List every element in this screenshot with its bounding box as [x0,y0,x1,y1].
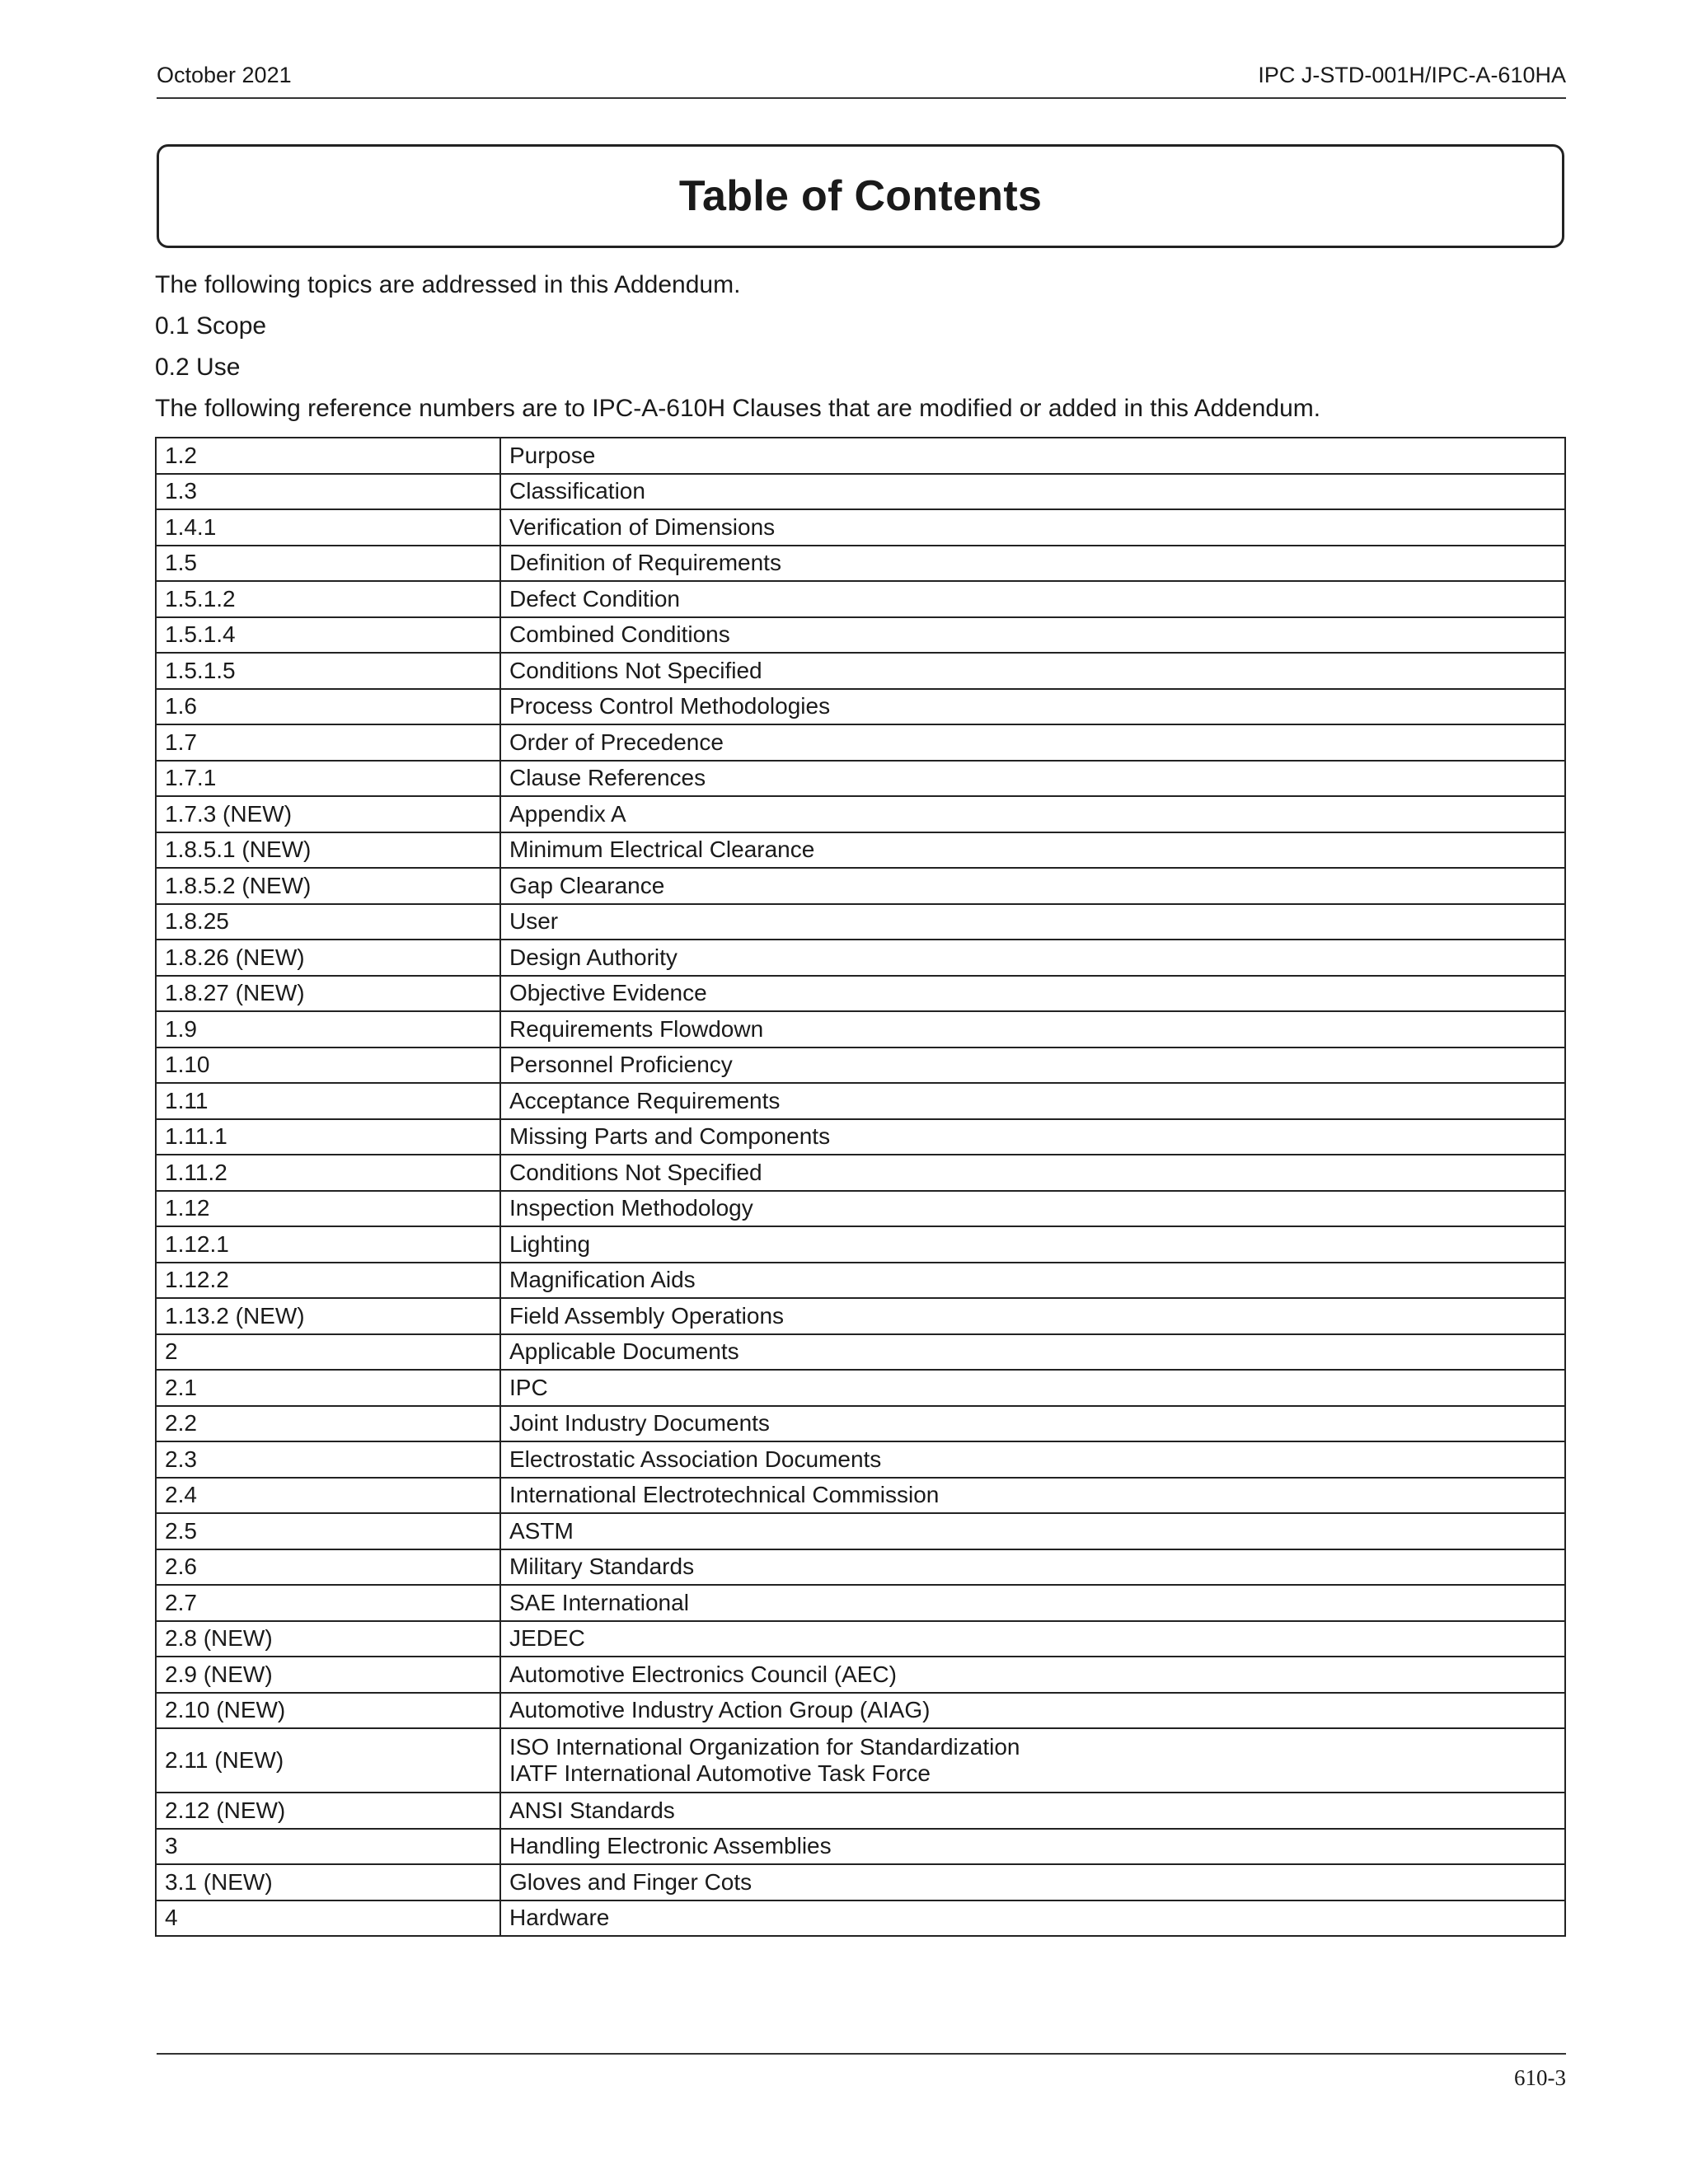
clause-topic-cell [500,1549,1565,1586]
clause-number-cell: 1.12.2 [156,1263,500,1299]
table-row [156,617,1565,654]
clause-topic-text: Magnification Aids [509,1267,696,1293]
clause-topic-cell [500,581,1565,617]
clause-topic-text: Applicable Documents [509,1338,739,1365]
clause-topic-text: Joint Industry Documents [509,1410,770,1436]
clause-topic-cell [500,1793,1565,1829]
table-row [156,1585,1565,1621]
clause-topic-text: ASTM [509,1517,574,1544]
clause-number-cell: 1.5.1.4 [156,617,500,654]
header-date: October 2021 [157,63,292,87]
table-row [156,1441,1565,1478]
clause-topic-text: JEDEC [509,1625,585,1652]
clause-topic-text: IPC [509,1374,548,1400]
clause-topic-cell [500,1155,1565,1191]
clause-topic-cell [500,1083,1565,1119]
clause-topic-cell [500,1478,1565,1514]
clause-topic-text: Acceptance Requirements [509,1087,781,1113]
clause-topic-text: Gloves and Finger Cots [509,1868,753,1895]
clause-number-cell: 1.5.1.2 [156,581,500,617]
clause-topic-text: Order of Precedence [509,729,724,755]
clause-topic-cell [500,474,1565,510]
clause-topic-cell [500,1829,1565,1865]
clause-topic-text: Design Authority [509,944,678,970]
title-box [157,144,1564,248]
table-row [156,1119,1565,1155]
page-number: 610-3 [1514,2065,1566,2090]
clause-topic-cell [500,617,1565,654]
table-row [156,474,1565,510]
clause-topic-text: Classification [509,478,645,504]
table-row [156,1549,1565,1586]
table-row [156,509,1565,546]
clause-number-cell: 1.7.3 (NEW) [156,796,500,832]
clause-number-cell: 1.3 [156,474,500,510]
table-row [156,761,1565,797]
table-row [156,1864,1565,1900]
clause-topic-cell [500,509,1565,546]
intro-topics-text: The following topics are addressed in this Addendum. [155,271,741,298]
table-row [156,1263,1565,1299]
clause-topic-cell [500,1226,1565,1263]
contents-table [155,437,1566,1937]
clause-topic-text: Clause References [509,765,706,791]
clause-topic-cell [500,1728,1565,1793]
clause-topic-text: Hardware [509,1905,610,1931]
clause-topic-cell [500,1621,1565,1657]
clause-number-cell: 2.11 (NEW) [156,1728,500,1793]
page-header [157,61,1566,99]
clause-number-cell: 1.5 [156,546,500,582]
clause-number-cell: 1.12 [156,1191,500,1227]
table-row [156,976,1565,1012]
table-row [156,1155,1565,1191]
clause-topic-cell [500,1864,1565,1900]
clause-topic-cell [500,1900,1565,1937]
clause-number-cell: 2.4 [156,1478,500,1514]
clause-topic-text: Process Control Methodologies [509,693,831,719]
clause-topic-text: ANSI Standards [509,1797,675,1823]
table-row [156,796,1565,832]
clause-topic-cell [500,976,1565,1012]
clause-topic-cell [500,1119,1565,1155]
clause-number-cell: 1.11 [156,1083,500,1119]
clause-number-cell: 2.7 [156,1585,500,1621]
clause-topic-text: Definition of Requirements [509,550,781,576]
clause-topic-cell [500,1011,1565,1047]
clause-topic-cell [500,653,1565,689]
clause-number-cell: 1.8.5.2 (NEW) [156,868,500,904]
table-row [156,438,1565,474]
clause-number-cell: 1.5.1.5 [156,653,500,689]
clause-number-cell: 2.8 (NEW) [156,1621,500,1657]
clause-topic-text: Electrostatic Association Documents [509,1446,882,1472]
clause-topic-text: Inspection Methodology [509,1195,753,1221]
clause-topic-text: Missing Parts and Components [509,1123,831,1150]
clause-topic-cell [500,689,1565,725]
table-row [156,1191,1565,1227]
clause-number-cell: 1.7 [156,724,500,761]
clause-topic-cell [500,1585,1565,1621]
clause-topic-cell [500,940,1565,976]
table-row [156,868,1565,904]
table-row [156,1513,1565,1549]
clause-number-cell: 3.1 (NEW) [156,1864,500,1900]
table-row [156,1829,1565,1865]
table-row [156,1657,1565,1693]
clause-number-cell: 1.8.5.1 (NEW) [156,832,500,869]
clause-number-cell: 1.10 [156,1047,500,1084]
clause-number-cell: 2.2 [156,1406,500,1442]
table-row [156,940,1565,976]
table-row [156,1793,1565,1829]
clause-number-cell: 1.9 [156,1011,500,1047]
footer-divider [157,2053,1566,2055]
clause-topic-text: Lighting [509,1230,591,1257]
page-title: Table of Contents [678,172,1043,220]
clause-number-cell: 2.3 [156,1441,500,1478]
table-row [156,1334,1565,1371]
clause-topic-text: Combined Conditions [509,621,730,648]
clause-topic-cell [500,438,1565,474]
clause-number-cell: 2.10 (NEW) [156,1693,500,1729]
clause-topic-cell [500,1298,1565,1334]
clause-number-cell: 1.13.2 (NEW) [156,1298,500,1334]
clause-topic-text: International Electrotechnical Commission [509,1482,940,1508]
clause-number-cell: 4 [156,1900,500,1937]
clause-topic-text: Handling Electronic Assemblies [509,1833,832,1859]
clause-topic-cell [500,796,1565,832]
clause-number-cell: 2.12 (NEW) [156,1793,500,1829]
clause-topic-text: ISO International Organization for Standardization [509,1734,1020,1760]
clause-topic-text: Conditions Not Specified [509,657,762,683]
clause-topic-text: Minimum Electrical Clearance [509,837,815,863]
clause-topic-text: Field Assembly Operations [509,1302,785,1329]
clause-topic-cell [500,1441,1565,1478]
clause-number-cell: 1.7.1 [156,761,500,797]
clause-topic-cell [500,1263,1565,1299]
clause-number-cell: 3 [156,1829,500,1865]
table-row [156,1728,1565,1793]
clause-topic-text: Appendix A [509,800,626,827]
clause-topic-text: Objective Evidence [509,980,707,1006]
table-row [156,1370,1565,1406]
clause-topic-text: Requirements Flowdown [509,1015,764,1042]
clause-topic-cell [500,761,1565,797]
clause-number-cell: 2.5 [156,1513,500,1549]
clause-number-cell: 2.9 (NEW) [156,1657,500,1693]
clause-number-cell: 1.11.1 [156,1119,500,1155]
clause-topic-text: Gap Clearance [509,872,665,898]
clause-topic-text: IATF International Automotive Task Force [509,1760,931,1786]
clause-topic-cell [500,1334,1565,1371]
clause-number-cell: 1.4.1 [156,509,500,546]
clause-topic-cell [500,1513,1565,1549]
table-row [156,1621,1565,1657]
clause-number-cell: 1.6 [156,689,500,725]
clause-topic-cell [500,1047,1565,1084]
table-row [156,689,1565,725]
clause-number-cell: 1.8.26 (NEW) [156,940,500,976]
clause-topic-text: Personnel Proficiency [509,1052,733,1078]
table-row [156,904,1565,940]
intro-use-item: 0.2 Use [155,354,241,381]
intro-reference-text: The following reference numbers are to IPC-A-610H Clauses that are modified or added in this Addendum. [155,395,1321,422]
clause-topic-text: Conditions Not Specified [509,1159,762,1185]
table-row [156,1693,1565,1729]
clause-topic-cell [500,1657,1565,1693]
clause-topic-text: Automotive Electronics Council (AEC) [509,1661,897,1687]
table-row [156,546,1565,582]
clause-topic-cell [500,1191,1565,1227]
clause-topic-cell [500,546,1565,582]
table-row [156,724,1565,761]
clause-topic-text: Automotive Industry Action Group (AIAG) [509,1697,931,1723]
clause-topic-cell [500,724,1565,761]
table-row [156,1226,1565,1263]
table-row [156,1083,1565,1119]
clause-number-cell: 2.6 [156,1549,500,1586]
clause-topic-cell [500,1693,1565,1729]
table-row [156,1900,1565,1937]
table-row [156,1011,1565,1047]
clause-topic-text: Military Standards [509,1554,695,1580]
table-row [156,1406,1565,1442]
table-row [156,1298,1565,1334]
clause-number-cell: 2.1 [156,1370,500,1406]
header-document-id: IPC J-STD-001H/IPC-A-610HA [1258,63,1566,87]
clause-number-cell: 1.11.2 [156,1155,500,1191]
clause-topic-cell [500,868,1565,904]
table-row [156,1478,1565,1514]
clause-topic-cell [500,1406,1565,1442]
clause-number-cell: 1.8.25 [156,904,500,940]
clause-topic-text: Defect Condition [509,585,681,612]
clause-topic-text: Verification of Dimensions [509,513,776,540]
clause-number-cell: 2 [156,1334,500,1371]
intro-scope-item: 0.1 Scope [155,312,267,340]
table-row [156,832,1565,869]
clause-topic-cell [500,904,1565,940]
table-row [156,581,1565,617]
clause-topic-cell [500,832,1565,869]
table-row [156,1047,1565,1084]
clause-topic-cell [500,1370,1565,1406]
clause-topic-text: SAE International [509,1589,689,1615]
clause-topic-text: User [509,908,559,935]
clause-topic-text: Purpose [509,442,596,468]
clause-number-cell: 1.8.27 (NEW) [156,976,500,1012]
clause-number-cell: 1.2 [156,438,500,474]
table-row [156,653,1565,689]
clause-number-cell: 1.12.1 [156,1226,500,1263]
